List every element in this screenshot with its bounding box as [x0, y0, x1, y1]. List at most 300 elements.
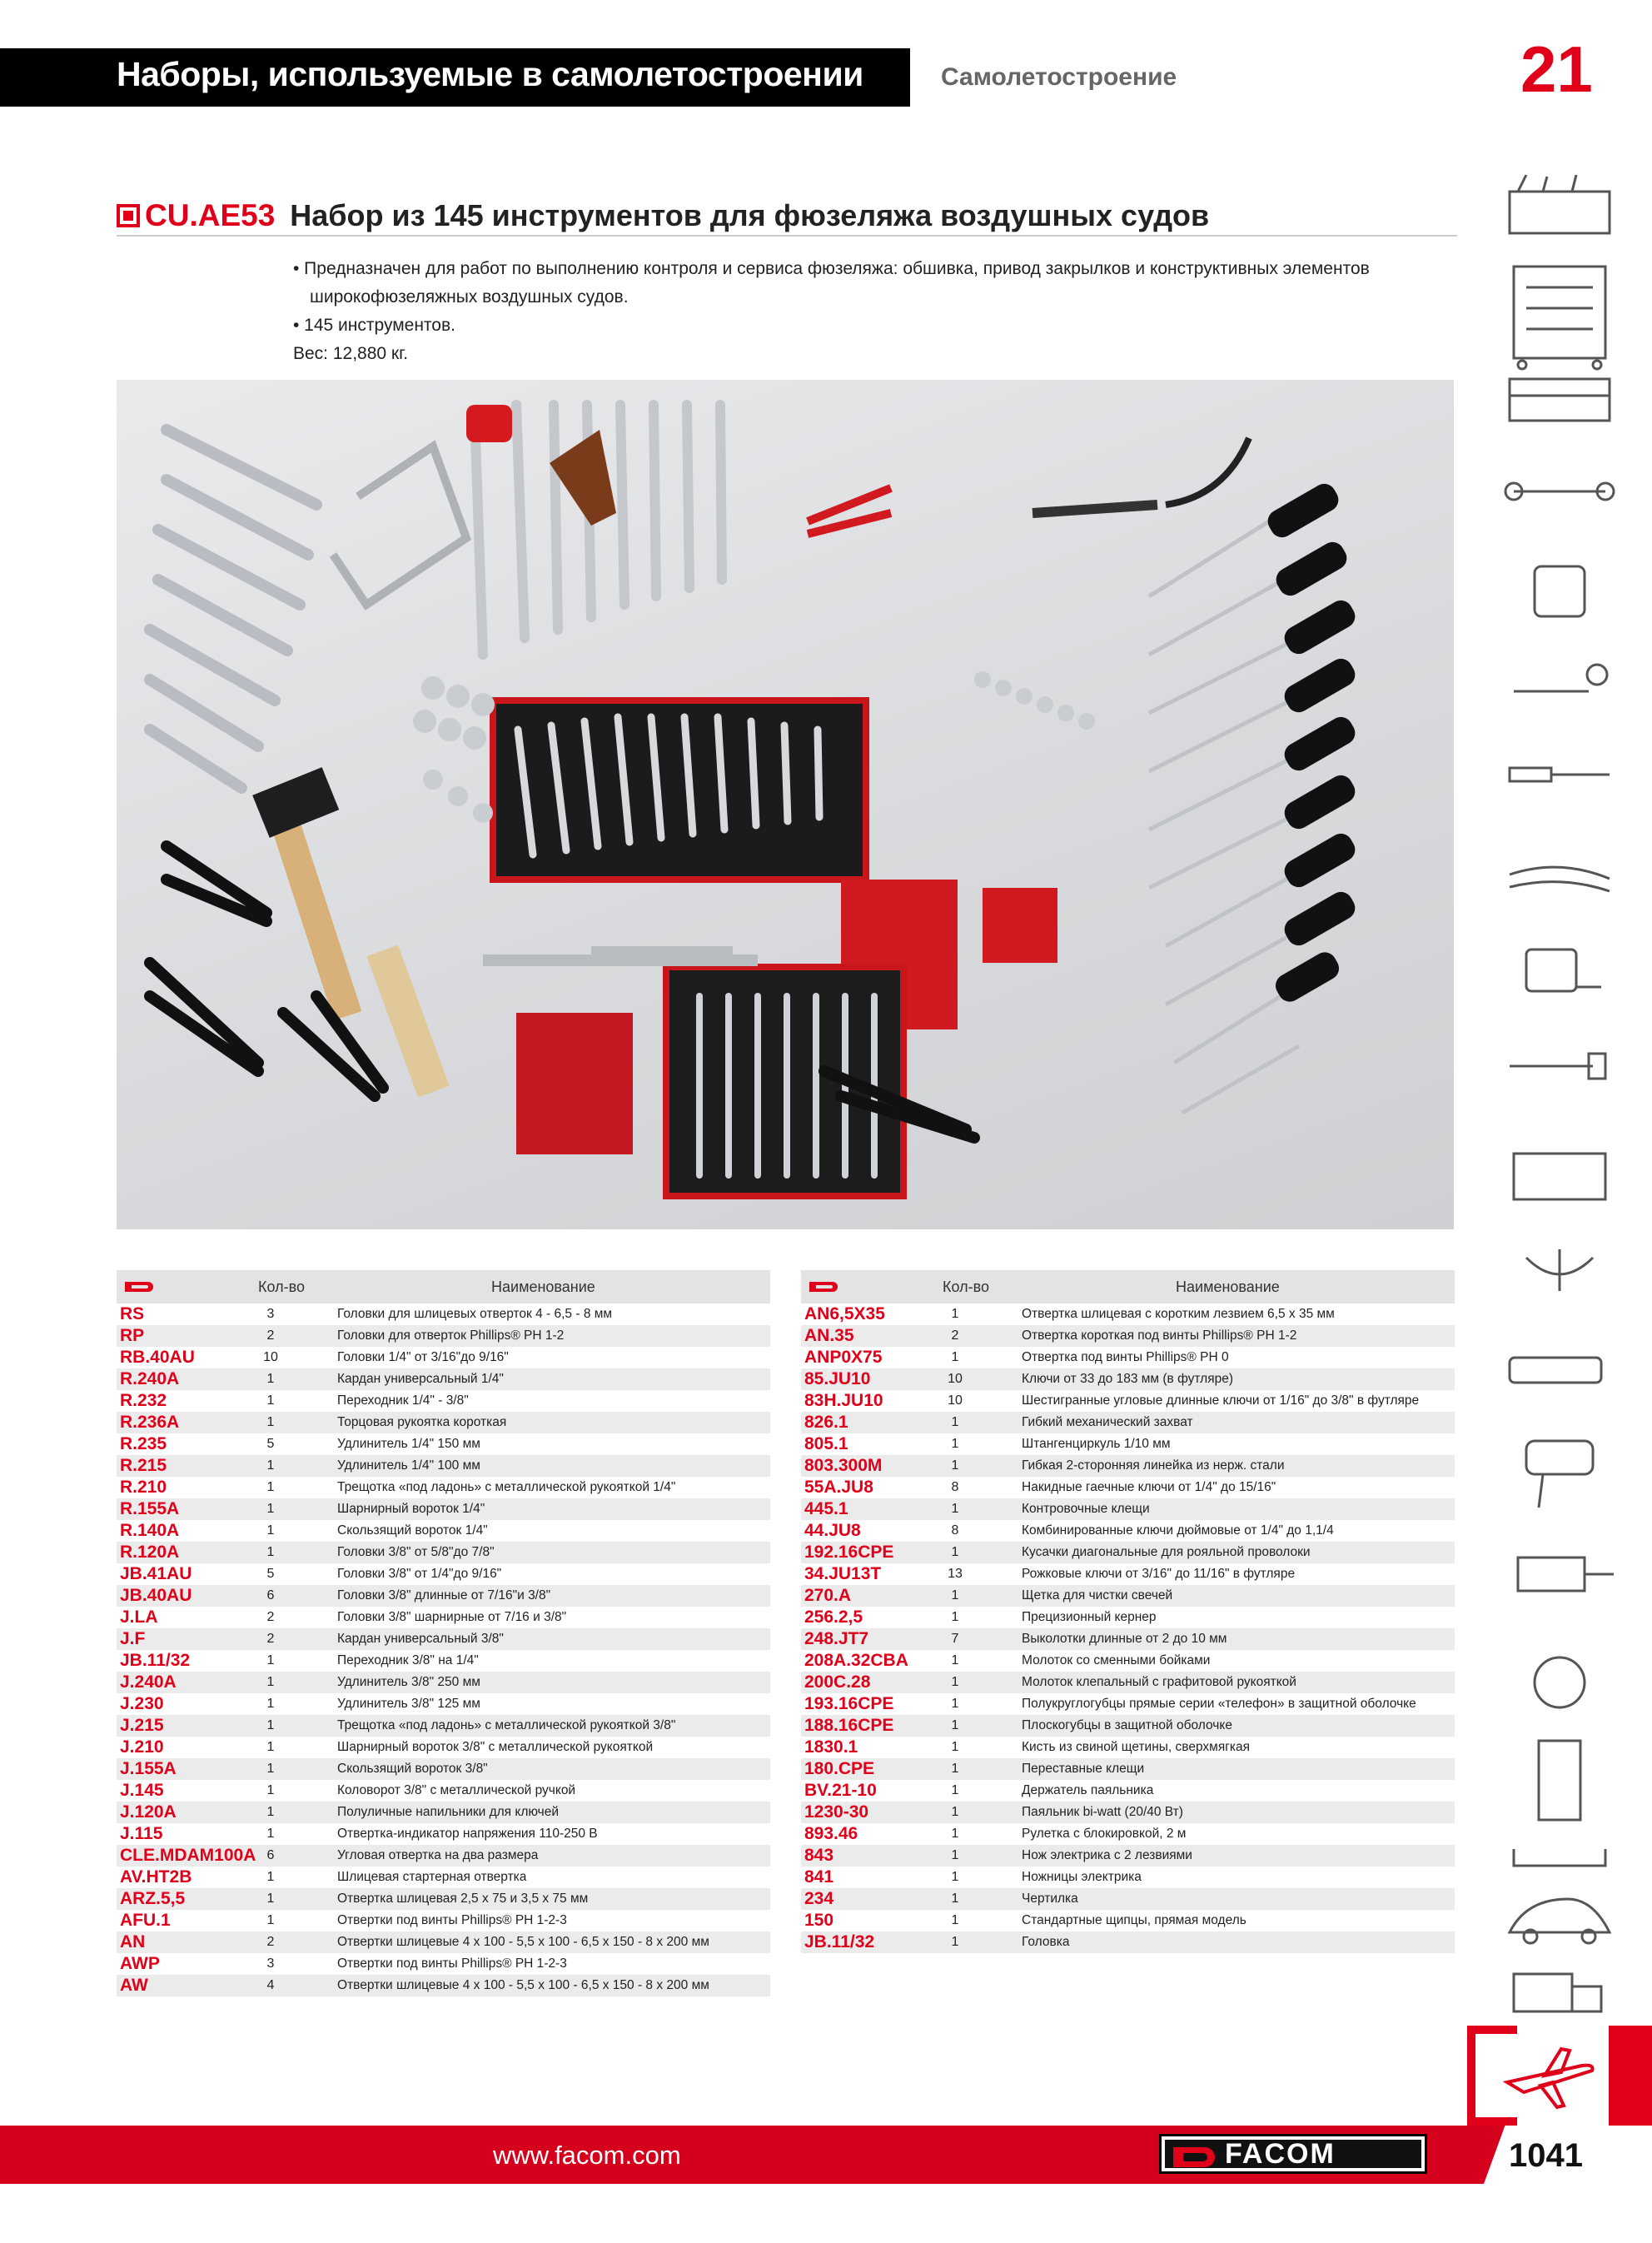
item-reference: 193.16CPE: [804, 1694, 894, 1713]
item-quantity: 1: [951, 1892, 959, 1906]
table-row: [117, 1520, 770, 1542]
table-row: [801, 1650, 1455, 1672]
drawer-icon: [1510, 379, 1610, 421]
item-quantity: 1: [266, 1415, 275, 1429]
item-reference: 803.300M: [804, 1456, 883, 1475]
item-quantity: 1: [266, 1805, 275, 1819]
item-name: Скользящий вороток 1/4": [337, 1523, 488, 1538]
item-name: Отвертка короткая под винты Phillips® PH 1-2: [1022, 1328, 1297, 1343]
item-quantity: 1: [266, 1480, 275, 1494]
table-row: [801, 1498, 1455, 1520]
item-reference: AFU.1: [120, 1911, 171, 1930]
item-reference: JB.40AU: [120, 1586, 192, 1605]
item-reference: J.155A: [120, 1759, 177, 1778]
item-name: Рулетка с блокировкой, 2 м: [1022, 1827, 1187, 1841]
table-row: [801, 1390, 1455, 1412]
item-quantity: 2: [951, 1328, 959, 1343]
item-quantity: 1: [951, 1848, 959, 1862]
item-name: Держатель паяльника: [1022, 1783, 1154, 1797]
desc-line-1: • Предназначен для работ по выполнению контроля и сервиса фюзеляжа: обшивка, привод закрылков и конструктивных элементов: [293, 259, 1370, 278]
footer-url[interactable]: www.facom.com: [493, 2141, 681, 2170]
item-name: Переставные клещи: [1022, 1762, 1145, 1776]
table-row: [801, 1845, 1455, 1867]
item-name: Торцовая рукоятка короткая: [337, 1415, 507, 1429]
item-quantity: 1: [951, 1545, 959, 1559]
ratchet-icon: [1514, 665, 1607, 691]
impact-wrench-icon: [1526, 1441, 1593, 1508]
item-quantity: 1: [951, 1783, 959, 1797]
item-name: Ножницы электрика: [1022, 1870, 1142, 1884]
item-quantity: 1: [951, 1588, 959, 1602]
item-reference: R.155A: [120, 1499, 180, 1518]
item-reference: ANP0X75: [804, 1348, 883, 1367]
item-quantity: 1: [266, 1523, 275, 1538]
item-reference: 83H.JU10: [804, 1391, 883, 1410]
item-quantity: 1: [266, 1892, 275, 1906]
table-row: [801, 1368, 1455, 1390]
item-quantity: 1: [951, 1350, 959, 1364]
item-name: Паяльник bi-watt (20/40 Вт): [1022, 1805, 1183, 1819]
item-reference: 55A.JU8: [804, 1478, 873, 1497]
item-quantity: 5: [266, 1567, 275, 1581]
product-title: Набор из 145 инструментов для фюзеляжа воздушных судов: [290, 198, 1210, 232]
table-row: [117, 1910, 770, 1931]
item-name: Головки 1/4" от 3/16"до 9/16": [337, 1350, 509, 1364]
item-reference: AV.HT2B: [120, 1867, 192, 1887]
table-row: [801, 1780, 1455, 1802]
puller-icon: [1526, 1249, 1593, 1291]
item-quantity: 2: [266, 1935, 275, 1949]
table-body-right: [801, 1303, 1455, 1953]
item-reference: 843: [804, 1846, 834, 1865]
item-quantity: 1: [266, 1675, 275, 1689]
product-heading: [117, 198, 1209, 233]
item-name: Головки 3/8" шарнирные от 7/16 и 3/8": [337, 1610, 567, 1624]
table-row: [801, 1607, 1455, 1628]
table-row: [117, 1325, 770, 1347]
item-name: Комбинированные ключи дюймовые от 1/4" до 1,1/4: [1022, 1523, 1334, 1538]
table-row: [117, 1823, 770, 1845]
toolbox-icon: [1510, 175, 1610, 233]
hammer-icon: [1510, 1054, 1605, 1079]
chapter-tab: [1609, 2026, 1652, 2126]
item-reference: 805.1: [804, 1434, 848, 1453]
item-reference: JB.11/32: [804, 1932, 875, 1951]
item-name: Отвертки под винты Phillips® PH 1-2-3: [337, 1913, 567, 1927]
product-square-icon: [117, 204, 140, 227]
item-quantity: 2: [266, 1610, 275, 1624]
facom-logo: [1159, 2134, 1427, 2174]
item-reference: RS: [120, 1304, 145, 1323]
table-row: [117, 1672, 770, 1693]
item-reference: R.236A: [120, 1413, 180, 1432]
parts-table-right: [801, 1270, 1455, 1953]
chapter-number: 21: [1520, 32, 1593, 106]
item-quantity: 1: [951, 1458, 959, 1473]
table-row: [801, 1758, 1455, 1780]
item-name: Переходник 3/8" на 1/4": [337, 1653, 479, 1667]
item-name: Отвертки под винты Phillips® PH 1-2-3: [337, 1956, 567, 1971]
item-reference: J.LA: [120, 1607, 158, 1627]
item-reference: R.235: [120, 1434, 167, 1453]
item-name: Отвертки шлицевые 4 x 100 - 5,5 x 100 - 6,5 x 150 - 8 x 200 мм: [337, 1935, 709, 1949]
table-row: [801, 1888, 1455, 1910]
table-row: [801, 1585, 1455, 1607]
item-reference: RP: [120, 1326, 145, 1345]
table-row: [117, 1845, 770, 1867]
item-reference: 188.16CPE: [804, 1716, 894, 1735]
item-reference: BV.21-10: [804, 1781, 877, 1800]
table-row: [801, 1325, 1455, 1347]
item-name: Отвертка шлицевая с коротким лезвием 6,5 x 35 мм: [1022, 1307, 1335, 1321]
item-name: Удлинитель 1/4" 150 мм: [337, 1437, 480, 1451]
table-row: [117, 1953, 770, 1975]
item-reference: R.232: [120, 1391, 167, 1410]
item-name: Трещотка «под ладонь» с металлической рукояткой 1/4": [337, 1480, 676, 1494]
table-row: [117, 1498, 770, 1520]
item-quantity: 1: [951, 1675, 959, 1689]
item-reference: 826.1: [804, 1413, 848, 1432]
table-row: [117, 1693, 770, 1715]
item-name: Головка: [1022, 1935, 1070, 1949]
item-quantity: 1: [951, 1437, 959, 1451]
table-row: [801, 1737, 1455, 1758]
item-quantity: 3: [266, 1956, 275, 1971]
table-row: [117, 1715, 770, 1737]
item-reference: J.240A: [120, 1672, 177, 1692]
table-row: [801, 1563, 1455, 1585]
item-quantity: 1: [951, 1610, 959, 1624]
item-reference: ARZ.5,5: [120, 1889, 186, 1908]
item-reference: 85.JU10: [804, 1369, 871, 1388]
item-quantity: 1: [266, 1372, 275, 1386]
item-quantity: 1: [951, 1762, 959, 1776]
desc-line-2: широкофюзеляжных воздушных судов.: [310, 287, 629, 307]
screwdriver-icon: [1510, 768, 1610, 781]
facom-reference-icon: [808, 1280, 841, 1293]
desc-line-4: Вес: 12,880 кг.: [293, 344, 409, 363]
item-quantity: 1: [266, 1870, 275, 1884]
table-row: [117, 1563, 770, 1585]
pliers-icon: [1510, 867, 1610, 891]
vice-icon: [1518, 1558, 1614, 1591]
item-quantity: 1: [266, 1502, 275, 1516]
item-name: Переходник 1/4" - 3/8": [337, 1393, 469, 1408]
item-name: Головки для шлицевых отверток 4 - 6,5 - 8 мм: [337, 1307, 613, 1321]
item-reference: R.120A: [120, 1543, 180, 1562]
table-row: [117, 1390, 770, 1412]
category-sidebar: [1493, 175, 1626, 2028]
category-icons: [1493, 175, 1626, 2024]
item-quantity: 1: [266, 1827, 275, 1841]
item-quantity: 8: [951, 1480, 959, 1494]
table-row: [117, 1347, 770, 1368]
item-name: Угловая отвертка на два размера: [337, 1848, 539, 1862]
facom-logo-text: FACOM: [1225, 2137, 1336, 2170]
item-quantity: 1: [266, 1653, 275, 1667]
table-row: [117, 1888, 770, 1910]
table-row: [801, 1303, 1455, 1325]
item-name: Коловорот 3/8" с металлической ручкой: [337, 1783, 576, 1797]
item-reference: 200C.28: [804, 1672, 871, 1692]
item-name: Шестигранные угловые длинные ключи от 1/16" до 3/8" в футляре: [1022, 1393, 1420, 1408]
table-row: [117, 1433, 770, 1455]
item-reference: JB.11/32: [120, 1651, 191, 1670]
facom-reference-icon: [123, 1280, 157, 1293]
item-name: Стандартные щипцы, прямая модель: [1022, 1913, 1246, 1927]
item-name: Головки 3/8" от 5/8"до 7/8": [337, 1545, 495, 1559]
table-row: [801, 1715, 1455, 1737]
item-name: Гибкий механический захват: [1022, 1415, 1193, 1429]
item-name: Рожковые ключи от 3/16" до 11/16" в футляре: [1022, 1567, 1296, 1581]
item-reference: CLE.MDAM100A: [120, 1846, 256, 1865]
product-description: [293, 255, 1459, 368]
truck-icon: [1514, 1974, 1601, 2011]
item-reference: 208A.32CBA: [804, 1651, 908, 1670]
item-name: Удлинитель 1/4" 100 мм: [337, 1458, 480, 1473]
item-quantity: 10: [948, 1372, 963, 1386]
item-reference: J.120A: [120, 1802, 177, 1822]
item-reference: J.145: [120, 1781, 164, 1800]
item-name: Удлинитель 3/8" 125 мм: [337, 1697, 480, 1711]
item-quantity: 1: [951, 1718, 959, 1732]
table-row: [801, 1823, 1455, 1845]
table-row: [801, 1347, 1455, 1368]
item-quantity: 2: [266, 1328, 275, 1343]
item-quantity: 1: [951, 1697, 959, 1711]
item-reference: AW: [120, 1976, 148, 1995]
item-reference: 44.JU8: [804, 1521, 861, 1540]
product-code: CU.AE53: [145, 198, 276, 232]
table-row: [117, 1368, 770, 1390]
table-row: [801, 1910, 1455, 1931]
item-reference: 445.1: [804, 1499, 848, 1518]
item-name: Прецизионный кернер: [1022, 1610, 1157, 1624]
name-column-header: Наименование: [1176, 1279, 1280, 1295]
item-reference: AWP: [120, 1954, 160, 1973]
item-reference: 192.16CPE: [804, 1543, 894, 1562]
item-reference: 180.CPE: [804, 1759, 875, 1778]
table-row: [117, 1975, 770, 1996]
table-row: [801, 1412, 1455, 1433]
item-quantity: 13: [948, 1567, 963, 1581]
safety-icon: [1535, 1657, 1585, 1707]
page-number: 1041: [1509, 2137, 1583, 2174]
item-name: Накидные гаечные ключи от 1/4" до 15/16": [1022, 1480, 1276, 1494]
item-name: Нож электрика с 2 лезвиями: [1022, 1848, 1192, 1862]
item-reference: RB.40AU: [120, 1348, 195, 1367]
item-quantity: 1: [951, 1740, 959, 1754]
item-reference: AN: [120, 1932, 146, 1951]
item-name: Отвертка под винты Phillips® PH 0: [1022, 1350, 1229, 1364]
item-quantity: 6: [266, 1588, 275, 1602]
item-name: Головки 3/8" длинные от 7/16"и 3/8": [337, 1588, 551, 1602]
item-quantity: 1: [951, 1805, 959, 1819]
item-reference: JB.41AU: [120, 1564, 192, 1583]
item-name: Шлицевая стартерная отвертка: [337, 1870, 527, 1884]
table-row: [801, 1455, 1455, 1477]
item-quantity: 2: [266, 1632, 275, 1646]
table-row: [801, 1693, 1455, 1715]
item-name: Кисть из свиной щетины, сверхмягкая: [1022, 1740, 1250, 1754]
qty-column-header: Кол-во: [258, 1279, 305, 1295]
hacksaw-icon: [1514, 1154, 1605, 1199]
tester-icon: [1510, 1358, 1601, 1383]
item-reference: AN6,5X35: [804, 1304, 885, 1323]
table-row: [117, 1867, 770, 1888]
parts-table-left: [117, 1270, 770, 1996]
item-name: Штангенциркуль 1/10 мм: [1022, 1437, 1171, 1451]
qty-column-header: Кол-во: [943, 1279, 989, 1295]
table-row: [801, 1931, 1455, 1953]
item-name: Выколотки длинные от 2 до 10 мм: [1022, 1632, 1227, 1646]
table-row: [801, 1867, 1455, 1888]
item-reference: 256.2,5: [804, 1607, 863, 1627]
item-reference: J.115: [120, 1824, 163, 1843]
item-quantity: 10: [263, 1350, 278, 1364]
name-column-header: Наименование: [491, 1279, 595, 1295]
table-row: [117, 1628, 770, 1650]
item-reference: J.215: [120, 1716, 164, 1735]
item-reference: 893.46: [804, 1824, 858, 1843]
table-row: [801, 1542, 1455, 1563]
item-reference: J.230: [120, 1694, 164, 1713]
item-reference: 841: [804, 1867, 834, 1887]
handle-icon: [1514, 1849, 1605, 1866]
electrical-icon: [1539, 1741, 1580, 1820]
table-header: [801, 1270, 1455, 1303]
item-quantity: 10: [948, 1393, 963, 1408]
item-name: Контровочные клещи: [1022, 1502, 1150, 1516]
item-reference: 248.JT7: [804, 1629, 869, 1648]
item-name: Головки для отверток Phillips® PH 1-2: [337, 1328, 565, 1343]
table-row: [117, 1455, 770, 1477]
item-reference: 34.JU13T: [804, 1564, 882, 1583]
item-quantity: 8: [951, 1523, 959, 1538]
item-quantity: 4: [266, 1978, 275, 1992]
item-reference: J.F: [120, 1629, 146, 1648]
item-quantity: 1: [951, 1415, 959, 1429]
item-quantity: 1: [951, 1870, 959, 1884]
desc-line-3: • 145 инструментов.: [293, 316, 455, 335]
item-name: Шарнирный вороток 1/4": [337, 1502, 485, 1516]
table-row: [117, 1650, 770, 1672]
item-quantity: 3: [266, 1307, 275, 1321]
product-photo: [117, 380, 1454, 1229]
page-title: Наборы, используемые в самолетостроении: [117, 55, 863, 93]
item-name: Отвертка-индикатор напряжения 110-250 В: [337, 1827, 598, 1841]
item-name: Шарнирный вороток 3/8" с металлической рукояткой: [337, 1740, 654, 1754]
item-quantity: 1: [951, 1935, 959, 1949]
item-name: Удлинитель 3/8" 250 мм: [337, 1675, 480, 1689]
table-row: [117, 1780, 770, 1802]
item-name: Молоток со сменными бойками: [1022, 1653, 1211, 1667]
item-name: Полуличные напильники для ключей: [337, 1805, 560, 1819]
table-row: [117, 1585, 770, 1607]
item-quantity: 1: [266, 1393, 275, 1408]
item-name: Гибкая 2-сторонняя линейка из нерж. стали: [1022, 1458, 1285, 1473]
table-row: [117, 1303, 770, 1325]
item-name: Ключи от 33 до 183 мм (в футляре): [1022, 1372, 1234, 1386]
item-name: Отвертка шлицевая 2,5 x 75 и 3,5 x 75 мм: [337, 1892, 589, 1906]
item-reference: 150: [804, 1911, 834, 1930]
table-row: [801, 1433, 1455, 1455]
item-name: Кардан универсальный 3/8": [337, 1632, 504, 1646]
item-reference: 1230-30: [804, 1802, 869, 1822]
item-quantity: 1: [266, 1458, 275, 1473]
item-quantity: 1: [266, 1783, 275, 1797]
item-name: Щетка для чистки свечей: [1022, 1588, 1173, 1602]
item-quantity: 1: [266, 1718, 275, 1732]
airplane-icon: [1499, 2032, 1599, 2116]
table-header: [117, 1270, 770, 1303]
table-row: [117, 1931, 770, 1953]
item-name: Чертилка: [1022, 1892, 1078, 1906]
heading-divider: [117, 235, 1457, 237]
item-quantity: 1: [266, 1762, 275, 1776]
item-reference: R.140A: [120, 1521, 180, 1540]
table-row: [801, 1477, 1455, 1498]
item-name: Трещотка «под ладонь» с металлической рукояткой 3/8": [337, 1718, 676, 1732]
item-name: Молоток клепальный с графитовой рукояткой: [1022, 1675, 1296, 1689]
item-quantity: 1: [951, 1827, 959, 1841]
item-quantity: 6: [266, 1848, 275, 1862]
table-row: [117, 1542, 770, 1563]
item-quantity: 1: [951, 1502, 959, 1516]
item-reference: AN.35: [804, 1326, 854, 1345]
table-row: [117, 1758, 770, 1780]
socket-icon: [1535, 566, 1585, 616]
item-quantity: 5: [266, 1437, 275, 1451]
facom-logo-mark-icon: [1172, 2146, 1218, 2169]
table-row: [117, 1802, 770, 1823]
item-reference: R.210: [120, 1478, 167, 1497]
table-row: [117, 1737, 770, 1758]
table-row: [117, 1477, 770, 1498]
item-quantity: 1: [266, 1740, 275, 1754]
item-name: Головки 3/8" от 1/4"до 9/16": [337, 1567, 502, 1581]
item-quantity: 1: [951, 1307, 959, 1321]
item-reference: 270.A: [804, 1586, 852, 1605]
item-name: Полукруглогубцы прямые серии «телефон» в защитной оболочке: [1022, 1697, 1416, 1711]
item-reference: R.215: [120, 1456, 167, 1475]
item-quantity: 1: [266, 1697, 275, 1711]
item-reference: 234: [804, 1889, 834, 1908]
item-name: Отвертки шлицевые 4 x 100 - 5,5 x 100 - 6,5 x 150 - 8 x 200 мм: [337, 1978, 709, 1992]
item-quantity: 1: [266, 1913, 275, 1927]
section-title: Самолетостроение: [941, 63, 1177, 91]
item-reference: R.240A: [120, 1369, 180, 1388]
item-quantity: 1: [951, 1913, 959, 1927]
item-quantity: 7: [951, 1632, 959, 1646]
item-name: Кардан универсальный 1/4": [337, 1372, 504, 1386]
item-reference: 1830.1: [804, 1737, 858, 1757]
item-name: Кусачки диагональные для рояльной проволоки: [1022, 1545, 1311, 1559]
table-row: [801, 1802, 1455, 1823]
item-quantity: 1: [951, 1653, 959, 1667]
tool-set-illustration: [117, 380, 1454, 1229]
trolley-icon: [1514, 267, 1605, 369]
item-name: Скользящий вороток 3/8": [337, 1762, 488, 1776]
table-row: [801, 1520, 1455, 1542]
car-icon: [1510, 1899, 1610, 1943]
table-row: [801, 1672, 1455, 1693]
wrench-icon: [1505, 483, 1614, 500]
table-body-left: [117, 1303, 770, 1996]
table-row: [801, 1628, 1455, 1650]
item-reference: J.210: [120, 1737, 164, 1757]
tape-measure-icon: [1526, 950, 1601, 991]
